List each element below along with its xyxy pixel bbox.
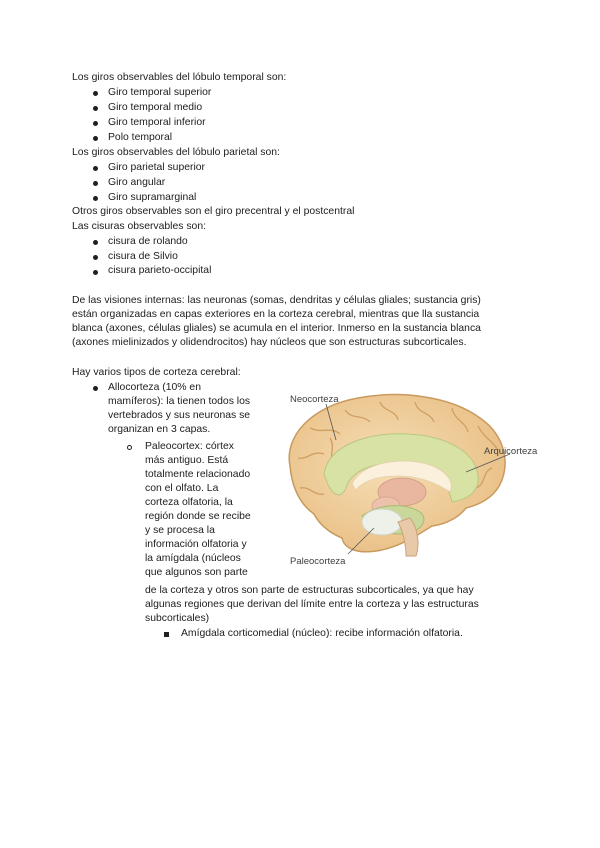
bullet-circle-icon [127, 445, 132, 450]
bullet-icon [93, 196, 98, 201]
list-item: cisura de rolando [108, 236, 188, 247]
bullet-icon [93, 270, 98, 275]
brain-diagram [270, 388, 550, 573]
paragraph-line: región donde se recibe [145, 511, 251, 522]
bullet-square-icon [164, 632, 169, 637]
parietal-intro: Los giros observables del lóbulo parietal son: [72, 147, 280, 158]
list-item: Polo temporal [108, 132, 173, 143]
list-item: Giro temporal superior [108, 87, 212, 98]
paragraph-line: Allocorteza (10% en [108, 382, 201, 393]
paragraph-line: la amígdala (núcleos [145, 553, 241, 564]
paragraph-line: organizan en 3 capas. [108, 424, 211, 435]
paragraph-line: información olfatoria y [145, 539, 247, 550]
paragraph-line: corteza olfatoria, la [145, 497, 233, 508]
paragraph-line: algunas regiones que derivan del límite entre la corteza y las estructuras [145, 599, 479, 610]
paragraph-line: vertebrados y sus neuronas se [108, 410, 251, 421]
paleocortex-region [362, 509, 402, 535]
label-paleocorteza: Paleocorteza [290, 556, 346, 567]
bullet-icon [93, 166, 98, 171]
list-item: Giro supramarginal [108, 192, 197, 203]
bullet-icon [93, 240, 98, 245]
paragraph-line: más antiguo. Está [145, 455, 229, 466]
amigdala-text: Amígdala corticomedial (núcleo): recibe información olfatoria. [181, 628, 463, 639]
paragraph-line: que algunos son parte [145, 567, 248, 578]
temporal-intro: Los giros observables del lóbulo temporal son: [72, 72, 287, 83]
list-item: Giro parietal superior [108, 162, 206, 173]
list-item: Giro angular [108, 177, 166, 188]
paragraph-line: totalmente relacionado [145, 469, 251, 480]
paragraph-line: están organizadas en capas exteriores en la corteza cerebral, mientras que lla sustancia [72, 309, 480, 320]
bullet-icon [93, 136, 98, 141]
paragraph-line: con el olfato. La [145, 483, 219, 494]
bullet-icon [93, 121, 98, 126]
paragraph-line: (axones mielinizados y olidendrocitos) hay núcleos que son estructuras subcorticales. [72, 337, 467, 348]
otros-giros: Otros giros observables son el giro precentral y el postcentral [72, 206, 355, 217]
list-item: cisura parieto-occipital [108, 265, 212, 276]
bullet-icon [93, 106, 98, 111]
paragraph-line: de la corteza y otros son parte de estructuras subcorticales, ya que hay [145, 585, 474, 596]
list-item: Giro temporal medio [108, 102, 203, 113]
cisuras-intro: Las cisuras observables son: [72, 221, 206, 232]
paragraph-line: subcorticales) [145, 613, 210, 624]
bullet-icon [93, 91, 98, 96]
bullet-icon [93, 181, 98, 186]
paragraph-line: blanca (axones, células gliales) se acumula en el interior. Inmerso en la sustancia blanca [72, 323, 481, 334]
bullet-icon [93, 386, 98, 391]
list-item: cisura de Silvio [108, 251, 178, 262]
label-neocorteza: Neocorteza [290, 394, 339, 405]
paragraph-line: y se procesa la [145, 525, 215, 536]
paragraph-line: De las visiones internas: las neuronas (somas, dendritas y células gliales; sustancia gris) [72, 295, 481, 306]
bullet-icon [93, 255, 98, 260]
label-arquicorteza: Arquicorteza [484, 446, 538, 457]
paragraph-line: Paleocortex: córtex [145, 441, 234, 452]
corteza-intro: Hay varios tipos de corteza cerebral: [72, 367, 241, 378]
list-item: Giro temporal inferior [108, 117, 206, 128]
paragraph-line: mamíferos): la tienen todos los [108, 396, 251, 407]
